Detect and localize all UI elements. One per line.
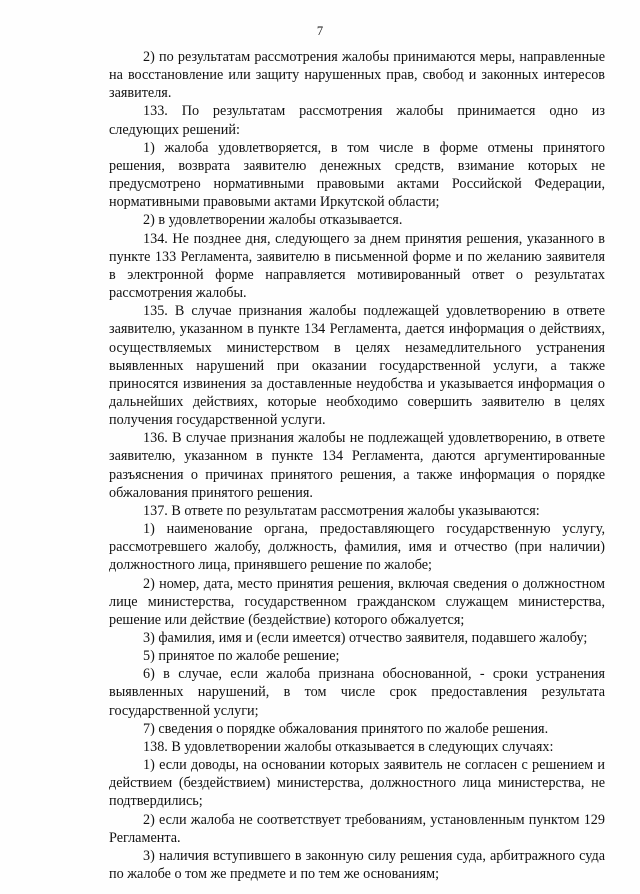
paragraph: 2) номер, дата, место принятия решения, включая сведения о должностном лице министерства, государственном гражданском служащем министерства, решение или действие (бездействие) которого обжалуется; bbox=[109, 575, 605, 628]
paragraph: 3) фамилия, имя и (если имеется) отчество заявителя, подавшего жалобу; bbox=[143, 630, 588, 646]
paragraph: 2) если жалоба не соответствует требованиям, установленным пунктом 129 Регламента. bbox=[109, 811, 605, 846]
paragraph: 135. В случае признания жалобы подлежащей удовлетворению в ответе заявителю, указанном в пункте 134 Регламента, дается информация о действиях, осуществляемых министерством в целях незамедлительного устранения выявленных нарушений при оказании государственной услуги, а также приносятся извинения за доставленные неудобства и указывается информация о дальнейших действиях, которые необходимо совершить заявителю в целях получения государственной услуги. bbox=[109, 303, 605, 429]
page-number: 7 bbox=[316, 24, 324, 38]
paragraph: 138. В удовлетворении жалобы отказывается в следующих случаях: bbox=[143, 738, 554, 755]
paragraph: 3) наличия вступившего в законную силу решения суда, арбитражного суда по жалобе о том же предмете и по тем же основаниям; bbox=[109, 847, 605, 883]
paragraph: 2) по результатам рассмотрения жалобы принимаются меры, направленные на восстановление или защиту нарушенных прав, свобод и законных интересов заявителя. bbox=[109, 49, 605, 102]
paragraph: 6) в случае, если жалоба признана обоснованной, - сроки устранения выявленных нарушений, в том числе срок предоставления результата государственной услуги; bbox=[109, 666, 605, 719]
paragraph: 1) жалоба удовлетворяется, в том числе в форме отмены принятого решения, возврата заявителю денежных средств, взимание которых не предусмотрено нормативными правовыми актами Российской Федерации, нормативными правовыми актами Иркутской области; bbox=[109, 139, 605, 211]
paragraph: 133. По результатам рассмотрения жалобы принимается одно из следующих решений: bbox=[109, 103, 605, 138]
paragraph: 1) наименование органа, предоставляющего государственную услугу, рассмотревшего жалобу, должность, фамилия, имя и отчество (при наличии) должностного лица, принявшего решение по жалобе; bbox=[109, 521, 605, 574]
paragraph: 1) если доводы, на основании которых заявитель не согласен с решением и действием (бездействием) министерства, должностного лица министерства, не подтвердились; bbox=[109, 757, 605, 810]
paragraph: 5) принятое по жалобе решение; bbox=[143, 648, 340, 665]
paragraph: 137. В ответе по результатам рассмотрения жалобы указываются: bbox=[143, 502, 540, 519]
document-body bbox=[109, 48, 605, 883]
paragraph: 134. Не позднее дня, следующего за днем принятия решения, указанного в пункте 133 Регламента, заявителю в письменной форме и по желанию заявителя в электронной форме направляется мотивированный ответ о результатах рассмотрения жалобы. bbox=[109, 230, 605, 302]
paragraph: 7) сведения о порядке обжалования принятого по жалобе решения. bbox=[143, 720, 549, 737]
paragraph: 2) в удовлетворении жалобы отказывается. bbox=[143, 212, 403, 229]
paragraph: 136. В случае признания жалобы не подлежащей удовлетворению, в ответе заявителю, указанном в пункте 134 Регламента, даются аргументированные разъяснения о причинах принятого решения, а также информация о порядке обжалования принятого решения. bbox=[109, 430, 605, 501]
